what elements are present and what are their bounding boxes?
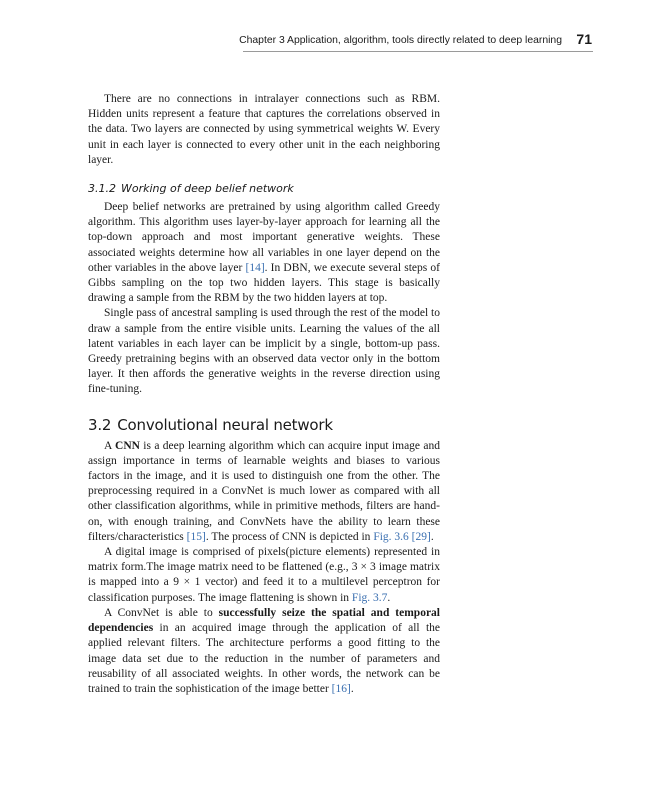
paragraph: [88, 200, 440, 306]
citation-link[interactable]: [14]: [245, 261, 265, 274]
paragraph-text: Single pass of ancestral sampling is used through the rest of the model to draw a sample from the entire visible units. Learning the values of the all latent variables in each layer can be implicit by a single, bottom-up pass. Greedy pretraining begins with an observed data vector only in the bottom layer. It then affords the generative weights in the reverse direction using fine-tuning.: [88, 307, 440, 396]
paragraph-text: . In DBN, we execute several steps of Gibbs sampling on the top two hidden layers. This stage is basically drawing a sample from the RBM by the two hidden layers at top.: [88, 261, 440, 305]
running-title: Chapter 3 Application, algorithm, tools directly related to deep learning: [239, 35, 562, 46]
bold-term: CNN: [115, 439, 140, 452]
paragraph: [88, 606, 440, 697]
bold-term: successfully seize the spatial and temporal dependencies: [88, 606, 440, 635]
body-text: [88, 92, 440, 697]
subsection-title: Working of deep belief network: [121, 182, 294, 196]
paragraph-text: A: [104, 439, 116, 452]
paragraph: [88, 306, 440, 397]
paragraph-text: A digital image is comprised of pixels(picture elements) represented in matrix form.The image matrix need to be flattened (e.g., 3 × 3 image matrix is mapped into a 9 × 1 vector) and feed it to a multilevel perceptron for classification purposes. The image flattening is shown in: [88, 546, 440, 604]
paragraph: [88, 439, 440, 545]
figure-link[interactable]: Fig. 3.6: [373, 530, 409, 543]
paragraph: [88, 92, 440, 168]
paragraph-text: is a deep learning algorithm which can acquire input image and assign importance in terms of learnable weights and biases to various factors in the image, and it is used to distinguish one from the other. The preprocessing required in a ConvNet is much lower as compared with all other classification algorithms, while in primitive methods, filters are hand-on, with enough training, and ConvNets have the ability to learn these filters/characteristics: [88, 439, 440, 543]
section-number: 3.2: [88, 415, 112, 434]
paragraph-text: . The process of CNN is depicted in: [205, 530, 374, 543]
paragraph-text: .: [387, 591, 391, 604]
subsection-heading: [88, 181, 440, 196]
figure-link[interactable]: Fig. 3.7: [351, 591, 388, 604]
citation-link[interactable]: [15]: [186, 530, 206, 543]
paragraph-text: .: [430, 530, 434, 543]
paragraph-text: There are no connections in intralayer connections such as RBM. Hidden units represent a feature that captures the correlations observed in the data. Two layers are connected by using symmetrical weights W. Every unit in each layer is connected to every other unit in the each neighboring layer.: [88, 93, 440, 166]
header-rule: [243, 51, 593, 52]
paragraph-text: Deep belief networks are pretrained by using algorithm called Greedy algorithm. This algorithm uses layer-by-layer approach for learning all the top-down approach and most important generative weights. These associated weights determine how all variables in one layer depend on the other variables in the above layer: [88, 201, 440, 274]
citation-link[interactable]: [29]: [411, 530, 431, 543]
paragraph-text: A ConvNet is able to: [104, 606, 219, 619]
paragraph-text: .: [350, 682, 354, 695]
section-title: Convolutional neural network: [117, 415, 333, 434]
section-heading: [88, 415, 440, 435]
subsection-number: 3.1.2: [88, 182, 116, 196]
paragraph-text: in an acquired image through the application of all the applied relevant filters. The architecture performs a good fitting to the image data set due to the reduction in the number of parameters and reusability of all associated weights. In other words, the network can be trained to train the sophistication of the image better: [88, 622, 440, 695]
page-number: 71: [576, 31, 592, 47]
citation-link[interactable]: [16]: [331, 682, 351, 695]
page-header: [0, 30, 592, 50]
paragraph: [88, 545, 440, 606]
